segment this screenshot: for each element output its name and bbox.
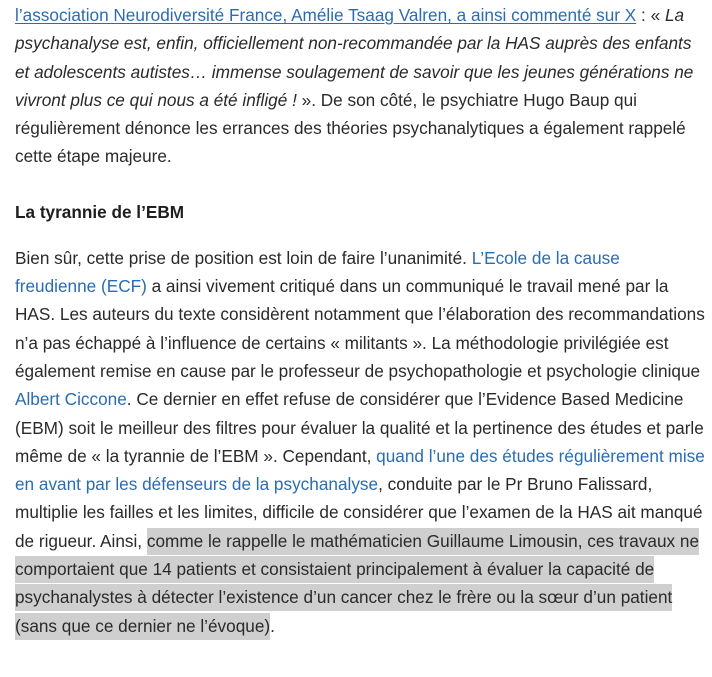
link-albert-ciccone[interactable]: Albert Ciccone <box>15 389 127 410</box>
link-neurodiversite-france[interactable]: l’association Neurodiversité France, Amélie Tsaag Valren, a ainsi commenté sur X <box>15 5 637 25</box>
text-segment: ». De son côté, le psychiatre Hugo Baup qui régulièrement dénonce les errances des théories psychanalytiques a également rappelé cette étape majeure. <box>15 89 686 167</box>
link-etude-psychanalyse[interactable]: quand l’une des études régulièrement mise en avant par les défenseurs de la psychanalyse <box>15 445 705 495</box>
section-heading: La tyrannie de l’EBM <box>15 201 185 222</box>
text-segment: Bien sûr, cette prise de position est loin de faire l’unanimité. <box>15 247 472 268</box>
paragraph-quote <box>15 1 705 171</box>
highlighted-selection: comme le rappelle le mathématicien Guillaume Limousin, ces travaux ne comportaient que 14 patients et consistaient principalement à évaluer la capacité de psychanalystes à détecter l’existence d’un cancer chez le frère ou la sœur d’un patient (sans que ce dernier ne l’évoque) <box>15 528 699 640</box>
article-body <box>15 0 705 640</box>
text-segment: : « <box>636 5 665 25</box>
text-segment: . Ce dernier en effet refuse de considérer que l’Evidence Based Medicine (EBM) soit le meilleur des filtres pour évaluer la qualité et la pertinence des études et parle même de « la tyrannie de l’EBM ». Cependant, <box>15 389 704 466</box>
link-ecole-cause-freudienne[interactable]: L’Ecole de la cause freudienne (ECF) <box>15 247 620 297</box>
paragraph-ebm <box>15 244 705 640</box>
text-segment: , conduite par le Pr Bruno Falissard, multiplie les failles et les limites, difficile de considérer que l’examen de la HAS ait manqué de rigueur. Ainsi, <box>15 474 703 551</box>
text-segment: a ainsi vivement critiqué dans un communiqué le travail mené par la HAS. Les auteurs du texte considèrent notamment que l’élaboration des recommandations n’a pas échappé à l’influence de certains « militants ». La méthodologie privilégiée est également remise en cause par le professeur de psychopathologie et psychologie clinique <box>15 276 705 381</box>
quote-text: La psychanalyse est, enfin, officiellement non-recommandée par la HAS auprès des enfants et adolescents autistes… immense soulagement de savoir que les jeunes générations ne vivront plus ce qui nous a été infligé ! <box>15 5 694 110</box>
text-segment: . <box>270 615 275 636</box>
